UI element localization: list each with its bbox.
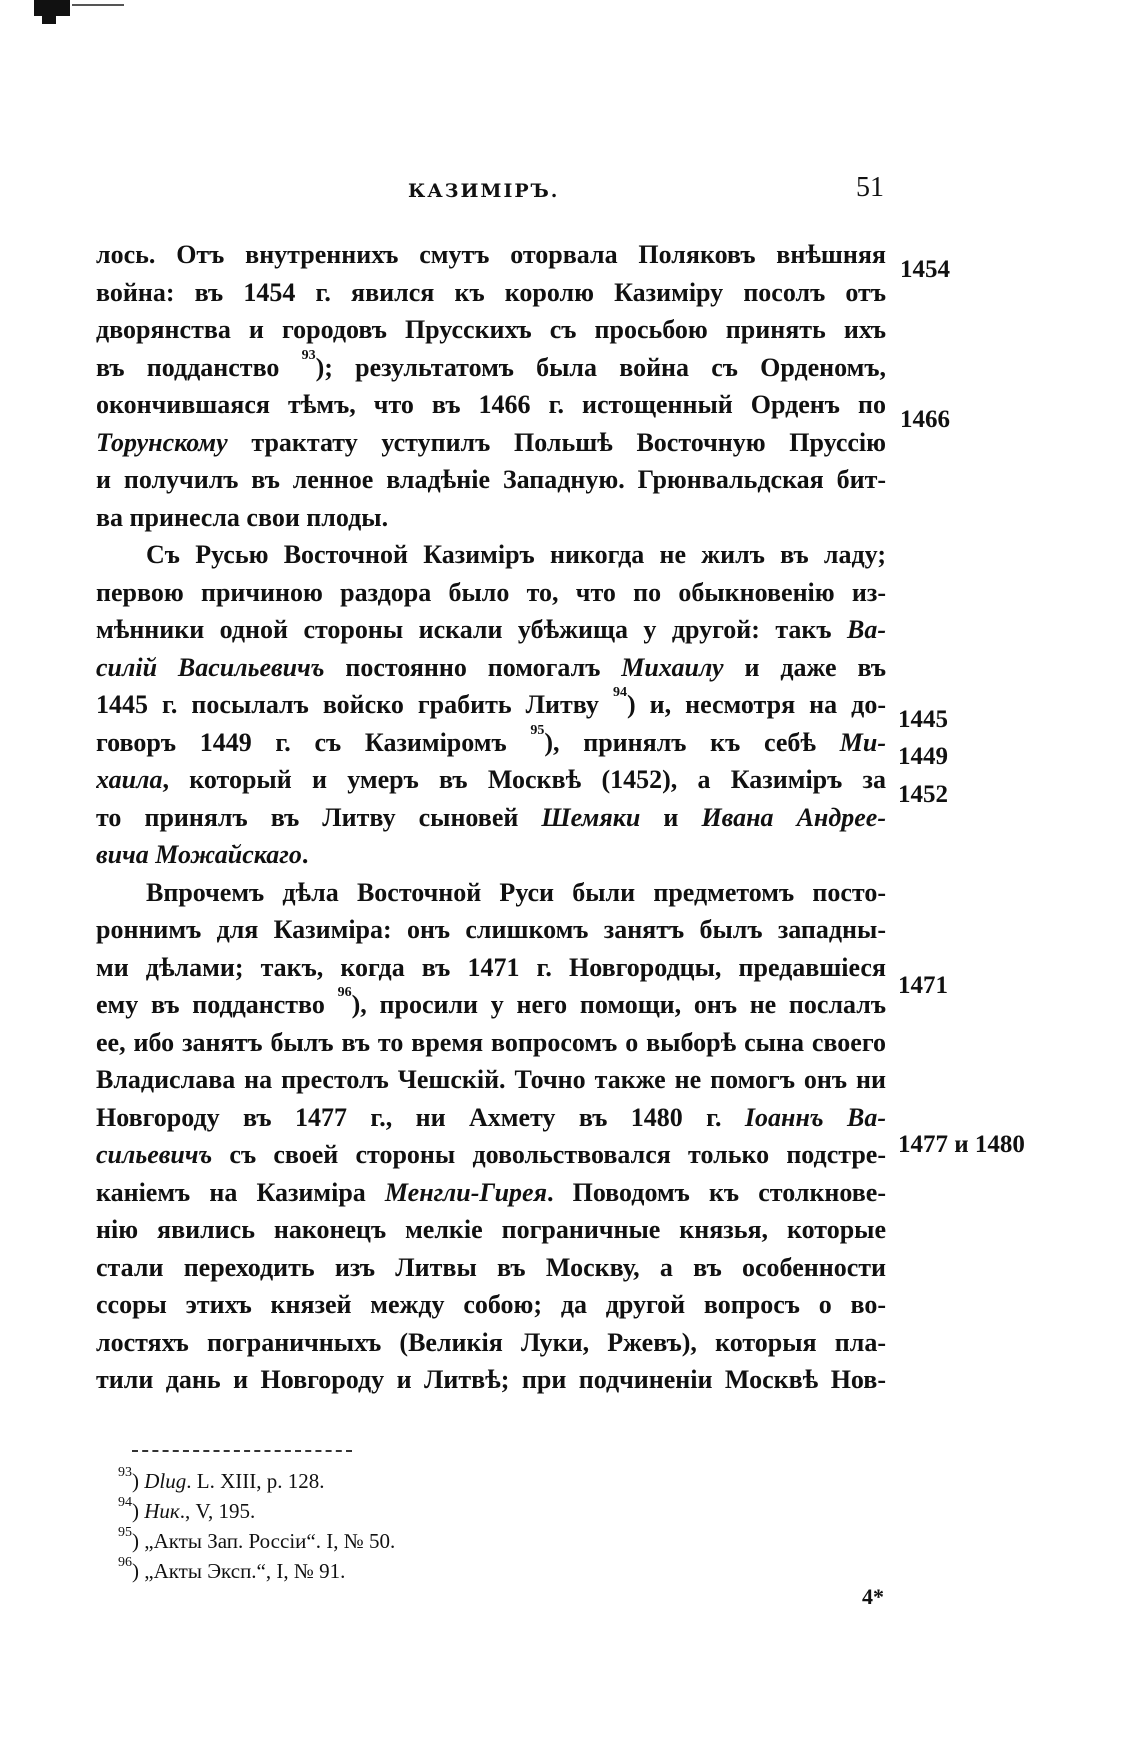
text-run: съ своей стороны довольствовался только подстре- bbox=[212, 1140, 886, 1169]
text-run: хаила bbox=[96, 765, 163, 794]
footnote-ref: 96 bbox=[337, 986, 352, 1000]
text-line: война: въ 1454 г. явился къ королю Казиміру посолъ отъ bbox=[96, 277, 886, 307]
margin-note-1452: 1452 bbox=[898, 781, 948, 808]
text-run: въ подданство bbox=[96, 352, 302, 382]
margin-note-1445: 1445 bbox=[898, 706, 948, 733]
footnote-divider bbox=[132, 1450, 352, 1452]
footnote-paren: ) bbox=[132, 1499, 145, 1523]
text-run: ); результатомъ была война съ Орденомъ, bbox=[315, 352, 886, 382]
text-line bbox=[96, 1174, 886, 1212]
scan-corner-line bbox=[72, 4, 124, 6]
footnote-ref: 95 bbox=[530, 723, 545, 738]
text-run: Ивана Андрее- bbox=[701, 802, 886, 832]
text-line: Впрочемъ дѣла Восточной Руси были предметомъ посто- bbox=[146, 877, 886, 907]
text-line bbox=[96, 611, 886, 649]
margin-note-1466: 1466 bbox=[900, 406, 950, 433]
footnote-text: Dlug bbox=[144, 1469, 187, 1493]
footnote-number: 96 bbox=[118, 1555, 132, 1570]
text-run: мѣнники одной стороны искали убѣжища у другой: такъ bbox=[96, 615, 847, 644]
text-line bbox=[96, 799, 886, 837]
text-run: Михаилу bbox=[621, 652, 724, 682]
text-line bbox=[96, 724, 886, 762]
text-run: говоръ 1449 г. съ Казиміромъ bbox=[96, 727, 531, 757]
text-line: стали переходить изъ Литвы въ Москву, а въ особенности bbox=[96, 1252, 886, 1282]
text-run: . bbox=[301, 840, 309, 869]
text-run: то принялъ въ Литву сыновей bbox=[96, 802, 542, 832]
text-run: 1445 г. посылалъ войско грабить Литву bbox=[96, 690, 613, 719]
text-line bbox=[96, 686, 886, 724]
text-line: и получилъ въ ленное владѣніе Западную. Грюнвальдская бит- bbox=[96, 465, 886, 494]
text-line: тили дань и Новгороду и Литвѣ; при подчиненіи Москвѣ Нов- bbox=[96, 1365, 886, 1394]
text-line bbox=[96, 761, 886, 799]
printer-signature-mark: 4* bbox=[862, 1584, 884, 1609]
text-run: . Поводомъ къ столкнове- bbox=[546, 1177, 886, 1207]
footnote-number: 94 bbox=[118, 1495, 132, 1510]
text-line: первою причиною раздора было то, что по обыкновенію из- bbox=[96, 577, 886, 607]
text-line: окончившаяся тѣмъ, что въ 1466 г. истощенный Орденъ по bbox=[96, 390, 886, 419]
footnote bbox=[118, 1556, 395, 1586]
text-line: ее, ибо занятъ былъ въ то время вопросомъ о выборѣ сына своего bbox=[96, 1027, 886, 1057]
text-run: ) и, несмотря на до- bbox=[626, 690, 886, 719]
text-line: Владислава на престолъ Чешскій. Точно также не помогъ онъ ни bbox=[96, 1065, 886, 1094]
footnote-text: . L. XIII, p. 128. bbox=[186, 1469, 325, 1493]
text-line: ми дѣлами; такъ, когда въ 1471 г. Новгородцы, предавшіеся bbox=[96, 952, 886, 982]
running-header-title: КАЗИМІРЪ. bbox=[408, 180, 560, 202]
text-run: Ва- bbox=[847, 615, 886, 644]
text-run: , который и умеръ въ Москвѣ (1452), а Казиміръ за bbox=[162, 765, 886, 794]
footnote-paren: ) bbox=[132, 1469, 145, 1493]
text-line bbox=[96, 349, 886, 387]
text-run: и bbox=[640, 802, 702, 832]
text-line: роннимъ для Казиміра: онъ слишкомъ занятъ былъ западны- bbox=[96, 915, 886, 944]
margin-note-1454: 1454 bbox=[900, 256, 950, 283]
footnote bbox=[118, 1526, 395, 1556]
margin-note-1449: 1449 bbox=[898, 743, 948, 770]
text-line: ва принесла свои плоды. bbox=[96, 502, 389, 532]
text-line bbox=[96, 986, 886, 1024]
scan-corner-mark bbox=[34, 0, 70, 16]
text-run: Торунскому bbox=[96, 427, 228, 457]
text-line: дворянства и городовъ Прусскихъ съ просьбою принять ихъ bbox=[96, 315, 886, 344]
text-line bbox=[96, 424, 886, 462]
text-line bbox=[96, 649, 886, 687]
footnote-text: ., V, 195. bbox=[179, 1499, 256, 1523]
text-run: Ми- bbox=[839, 727, 886, 757]
footnote-text: „Акты Зап. Россіи“. I, № 50. bbox=[144, 1529, 396, 1553]
text-run: трактату уступилъ Польшѣ Восточную Пруссію bbox=[227, 427, 886, 457]
footnote-ref: 93 bbox=[301, 348, 316, 363]
text-run: Шемяки bbox=[541, 802, 641, 832]
footnote-paren: ) bbox=[132, 1529, 145, 1553]
text-line bbox=[96, 1136, 886, 1174]
text-run: Менгли-Гирея bbox=[384, 1177, 547, 1207]
text-line bbox=[96, 836, 886, 874]
text-line: лось. Отъ внутреннихъ смутъ оторвала Поляковъ внѣшняя bbox=[96, 240, 886, 269]
text-line: Съ Русью Восточной Казиміръ никогда не жилъ въ ладу; bbox=[146, 540, 886, 569]
text-run: вича Можайскаго bbox=[96, 840, 302, 869]
footnotes bbox=[118, 1466, 395, 1586]
text-run: сильевичъ bbox=[96, 1140, 213, 1169]
text-run: силій Васильевичъ bbox=[96, 652, 325, 682]
text-run: ), просили у него помощи, онъ не послалъ bbox=[351, 990, 886, 1019]
text-run: Новгороду въ 1477 г., ни Ахмету въ 1480 г. bbox=[96, 1102, 745, 1132]
text-run: ему въ подданство bbox=[96, 990, 338, 1019]
footnote bbox=[118, 1496, 395, 1526]
footnote-number: 93 bbox=[118, 1465, 132, 1480]
footnote bbox=[118, 1466, 395, 1496]
text-run: и даже въ bbox=[723, 652, 886, 682]
margin-note-1477-1480: 1477 и 1480 bbox=[898, 1131, 1025, 1158]
text-line: лостяхъ пограничныхъ (Великія Луки, Ржевъ), которыя пла- bbox=[96, 1327, 886, 1357]
text-line: ссоры этихъ князей между собою; да другой вопросъ о во- bbox=[96, 1290, 886, 1319]
text-run: Іоаннъ Ва- bbox=[744, 1102, 886, 1132]
footnote-text: Ник bbox=[144, 1499, 180, 1523]
text-run: ), принялъ къ себѣ bbox=[544, 727, 840, 757]
footnote-paren: ) bbox=[132, 1559, 145, 1583]
footnote-ref: 94 bbox=[612, 686, 627, 700]
text-line: нію явились наконецъ мелкіе пограничные князья, которые bbox=[96, 1215, 886, 1244]
text-run: постоянно помогалъ bbox=[324, 652, 622, 682]
page-number: 51 bbox=[856, 172, 884, 203]
text-line bbox=[96, 1099, 886, 1137]
text-run: каніемъ на Казиміра bbox=[96, 1177, 385, 1207]
footnote-number: 95 bbox=[118, 1525, 132, 1540]
margin-note-1471: 1471 bbox=[898, 972, 948, 999]
main-text bbox=[96, 236, 886, 1399]
footnote-text: „Акты Эксп.“, I, № 91. bbox=[144, 1559, 346, 1583]
